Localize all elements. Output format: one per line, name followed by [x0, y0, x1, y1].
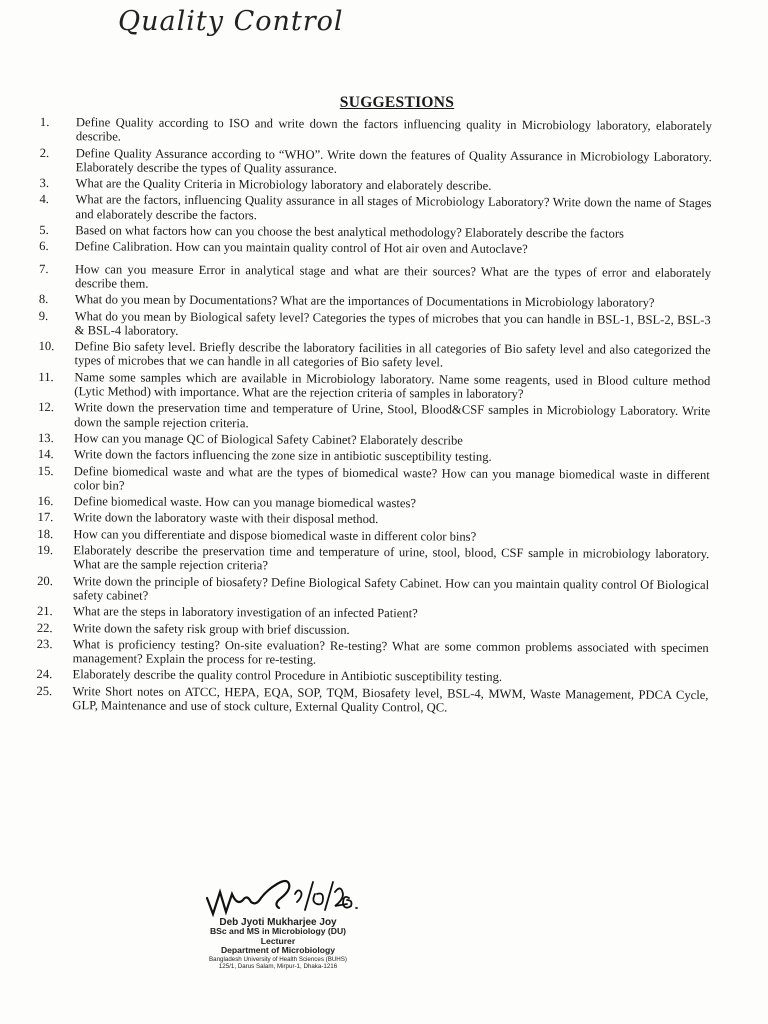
question-number: 17. [37, 510, 54, 525]
question-text: Define biomedical waste. How can you manage biomedical wastes? [73, 494, 417, 511]
question-text: What do you mean by Documentations? What are the importances of Documentations in Microbiology laboratory? [74, 292, 655, 311]
question-item [37, 527, 709, 545]
signatory-title: Lecturer [260, 935, 296, 946]
question-item [37, 574, 709, 607]
question-item [37, 543, 709, 576]
question-item [39, 192, 711, 225]
question-item [38, 431, 710, 449]
question-text: Write down the safety risk group with brief discussion. [72, 620, 350, 637]
question-list [36, 115, 712, 718]
question-number: 23. [36, 636, 53, 651]
question-number: 6. [39, 239, 49, 254]
question-number: 3. [39, 176, 50, 191]
question-text: Write Short notes on ATCC, HEPA, EQA, SOP, TQM, Biosafety level, BSL-4, MWM, Waste Management, PDCA Cycle, GLP, Maintenance and use of stock culture, External Quality Control, QC. [72, 683, 709, 715]
question-item [40, 176, 712, 194]
question-number: 21. [36, 604, 53, 619]
question-number: 5. [39, 223, 49, 238]
page-heading: SUGGESTIONS [339, 94, 455, 111]
question-text: What do you mean by Biological safety level? Categories the types of microbes that you can handle in BSL-1, BSL-2, BSL-3 & BSL-4 laboratory. [74, 308, 711, 338]
question-number: 16. [37, 494, 54, 509]
question-item [39, 292, 711, 310]
question-text: Write down the laboratory waste with their disposal method. [73, 510, 379, 527]
question-item [40, 115, 712, 148]
question-item [40, 146, 712, 179]
question-number: 1. [39, 115, 50, 130]
question-text: Define Quality Assurance according to “WHO”. Write down the features of Quality Assurance in Microbiology Laboratory. Elaborately describe the types of Quality assurance. [75, 145, 712, 176]
question-item [36, 684, 708, 717]
question-text: Write down the factors influencing the zone size in antibiotic susceptibility testing. [73, 447, 492, 464]
question-item [38, 400, 710, 433]
signatory-department: Department of Microbiology [220, 945, 336, 956]
question-number: 9. [38, 308, 49, 323]
question-number: 2. [39, 145, 50, 160]
question-text: Write down the preservation time and temperature of Urine, Stool, Blood&CSF samples in Microbiology Laboratory. Write down the sample rejection criteria. [74, 400, 711, 430]
question-text: What is proficiency testing? On-site evaluation? Re-testing? What are some common problems associated with specimen management? Explain the process for re-testing. [72, 637, 709, 667]
question-item [39, 309, 711, 342]
question-item [37, 510, 709, 528]
question-text: What are the factors, influencing Quality assurance in all stages of Microbiology Laboratory? Write down the name of Stages and elaborately describe the factors. [75, 192, 712, 223]
question-item [37, 637, 709, 670]
question-item [38, 339, 710, 372]
question-text: What are the Quality Criteria in Microbiology laboratory and elaborately describe. [75, 176, 492, 193]
question-text: How can you measure Error in analytical stage and what are their sources? What are the types of error and elaborately describe them. [74, 261, 712, 291]
question-number: 7. [39, 261, 49, 276]
question-item [39, 262, 711, 295]
question-item [37, 620, 709, 638]
question-number: 19. [37, 543, 54, 558]
question-text: Name some samples which are available in Microbiology laboratory. Name some reagents, used in Blood culture method (Lytic Method) with importance. What are the rejection criteria of samples in laboratory? [74, 369, 711, 402]
question-item [38, 494, 710, 512]
question-item [38, 370, 710, 403]
question-text: Write down the principle of biosafety? Define Biological Safety Cabinet. How can you maintain quality control Of Biological safety cabinet? [73, 573, 710, 603]
question-number: 14. [37, 447, 54, 462]
question-item [39, 239, 711, 257]
question-text: Elaborately describe the quality control Procedure in Antibiotic susceptibility testing. [72, 667, 503, 685]
question-number: 24. [36, 667, 53, 682]
question-number: 10. [38, 339, 55, 354]
question-text: How can you manage QC of Biological Safety Cabinet? Elaborately describe [73, 431, 463, 448]
signatory-address: 125/1, Darus Salam, Mirpur-1, Dhaka-1216 [218, 963, 338, 971]
question-item [38, 464, 710, 497]
question-text: How can you differentiate and dispose biomedical waste in different color bins? [73, 526, 477, 544]
question-number: 20. [37, 573, 53, 588]
signatory-name: Deb Jyoti Mukharjee Joy [219, 917, 337, 928]
question-item [37, 604, 709, 622]
question-number: 11. [38, 369, 54, 384]
question-text: Define Quality according to ISO and write down the factors influencing quality in Microbiology laboratory, elaborately describe. [75, 115, 712, 144]
question-number: 22. [36, 620, 53, 635]
signatory-institution: Bangladesh University of Health Sciences (BUHS) [209, 955, 347, 963]
handwritten-title: Quality Control [118, 6, 344, 37]
question-number: 18. [37, 526, 54, 541]
question-number: 8. [38, 292, 49, 307]
question-item [38, 447, 710, 465]
signatory-degree: BSc and MS in Microbiology (DU) [209, 926, 347, 937]
question-number: 15. [37, 463, 54, 478]
question-number: 25. [36, 683, 53, 698]
question-text: Define Bio safety level. Briefly describe the laboratory facilities in all categories of Bio safety level and also categorized the types of microbes that we can handle in all categories of Bio safety level. [74, 339, 711, 370]
question-item [39, 223, 711, 241]
question-text: What are the steps in laboratory investigation of an infected Patient? [72, 604, 418, 621]
handwritten-signature [193, 872, 363, 918]
question-number: 12. [38, 400, 55, 415]
question-item [37, 667, 709, 685]
question-text: Based on what factors how can you choose the best analytical methodology? Elaborately describe the factors [75, 223, 625, 241]
question-text: Elaborately describe the preservation time and temperature of urine, stool, blood, CSF sample in microbiology laboratory. What are the sample rejection criteria? [73, 543, 710, 573]
question-number: 13. [37, 430, 54, 446]
question-text: Define biomedical waste and what are the types of biomedical waste? How can you manage biomedical waste in different color bin? [73, 463, 710, 493]
signature-block [183, 872, 373, 971]
question-number: 4. [39, 192, 49, 207]
question-text: Define Calibration. How can you maintain quality control of Hot air oven and Autoclave? [75, 239, 528, 257]
